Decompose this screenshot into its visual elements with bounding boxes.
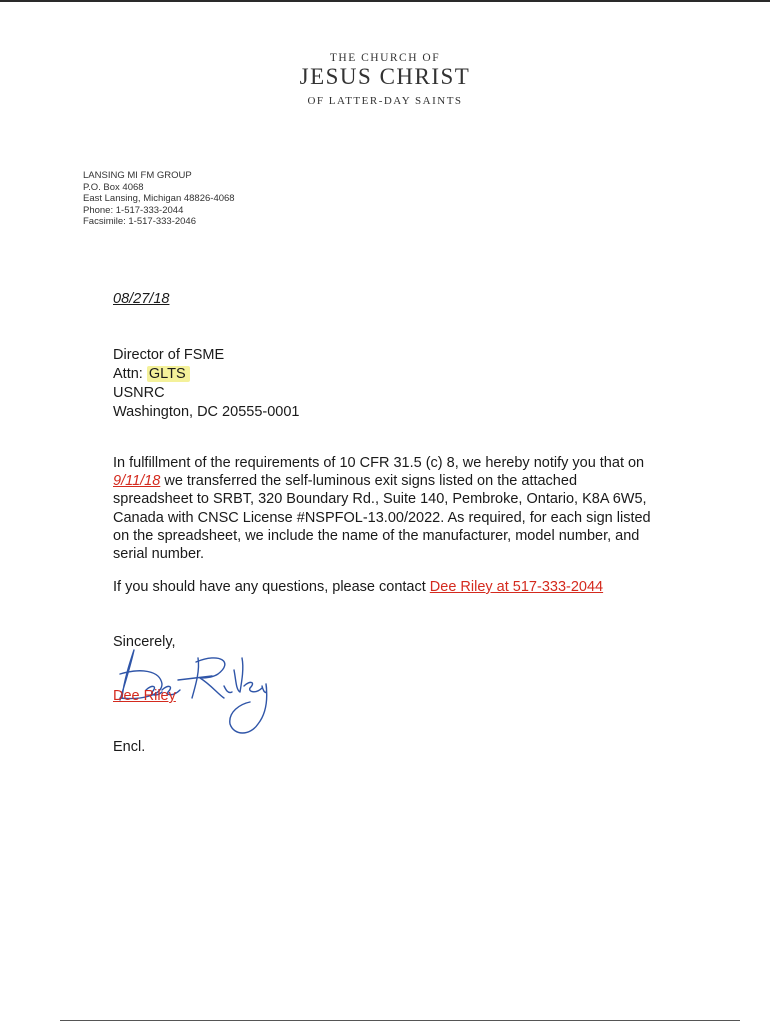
- sender-po-box: P.O. Box 4068: [83, 181, 144, 193]
- letterhead-line-3: OF LATTER-DAY SAINTS: [307, 95, 463, 107]
- recipient-block: [113, 346, 299, 422]
- body-part-2: we transferred the self-luminous exit signs listed on the attached spreadsheet to SRBT, 320 Boundary Rd., Suite 140, Pembroke, Ontario, K8A 6W5, Canada with CNSC License #NSPFOL-13.00/2022. As required, for each sign listed on the spreadsheet, we include the name of the manufacturer, model number, and serial number.: [113, 473, 651, 563]
- enclosure-note: Encl.: [113, 739, 146, 755]
- transfer-date: 9/11/18: [113, 473, 161, 490]
- letter-date: 08/27/18: [113, 291, 170, 307]
- contact-prefix: If you should have any questions, please contact: [113, 579, 430, 595]
- sender-phone: Phone: 1-517-333-2044: [83, 204, 184, 216]
- attn-prefix: Attn:: [113, 366, 147, 382]
- recipient-org: USNRC: [113, 385, 165, 401]
- sender-name: LANSING MI FM GROUP: [83, 170, 192, 181]
- body-paragraph: [113, 454, 658, 563]
- letterhead-line-1: THE CHURCH OF: [329, 52, 441, 64]
- recipient-city: Washington, DC 20555-0001: [113, 404, 300, 420]
- sender-city: East Lansing, Michigan 48826-4068: [83, 193, 235, 205]
- body-part-1: In fulfillment of the requirements of 10 CFR 31.5 (c) 8, we hereby notify you that on: [113, 455, 645, 471]
- scan-edge-top: [0, 0, 770, 2]
- contact-line: [113, 579, 603, 595]
- recipient-attn: [113, 365, 299, 384]
- closing: Sincerely,: [113, 634, 176, 650]
- sender-address: [83, 170, 235, 228]
- attn-name-highlighted: GLTS: [147, 366, 190, 382]
- letterhead-title: JESUS CHRIST: [299, 64, 471, 89]
- contact-link[interactable]: Dee Riley at 517-333-2044: [429, 579, 604, 595]
- signer-name[interactable]: Dee Riley: [113, 688, 176, 704]
- scan-edge-bottom: [60, 1020, 740, 1021]
- recipient-title: Director of FSME: [113, 347, 225, 363]
- sender-fax: Facsimile: 1-517-333-2046: [83, 216, 197, 228]
